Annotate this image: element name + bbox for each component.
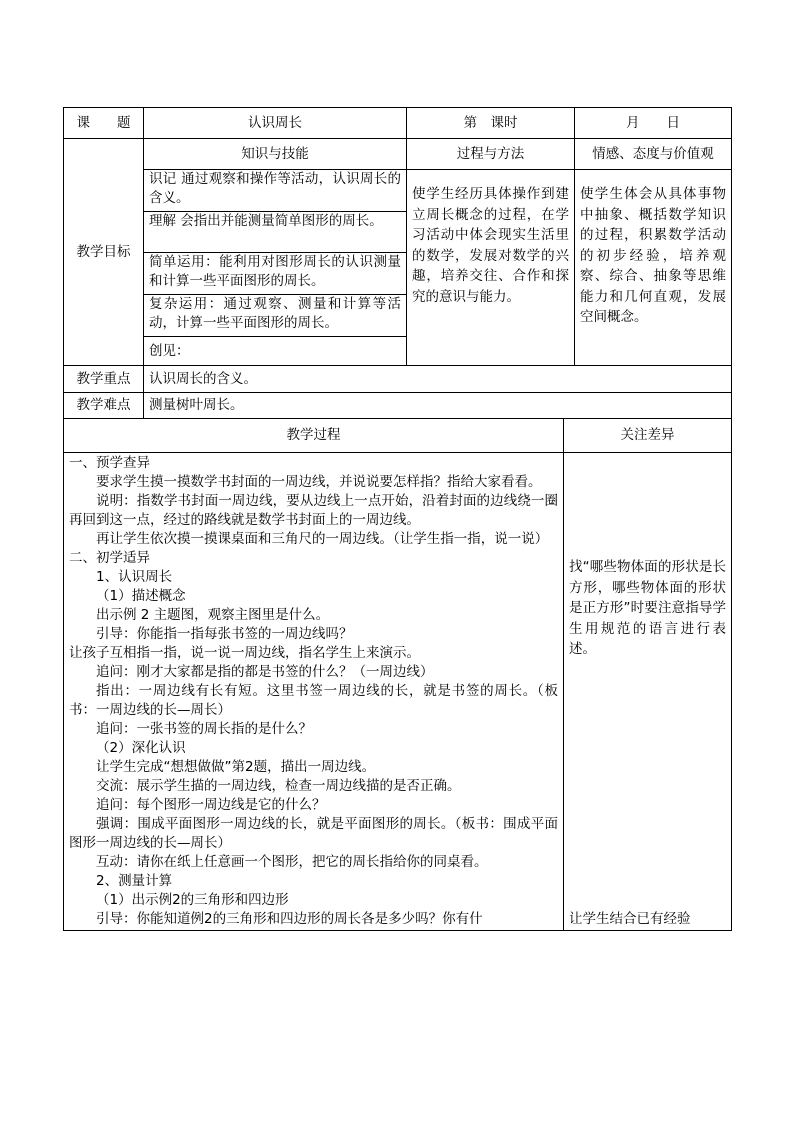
difficulty-label: 教学难点: [64, 393, 144, 419]
goal-item-complex-apply: 复杂运用：通过观察、测量和计算等活动，计算一些平面图形的周长。: [144, 295, 407, 337]
paragraph: 让学生完成“想想做做”第2题，描出一周边线。: [96, 759, 376, 775]
goal-item-simple-apply: 简单运用：能利用对图形周长的认识测量和计算一些平面图形的周长。: [144, 253, 407, 295]
subsection-heading: （1）出示例2的三角形和四边形: [96, 892, 289, 908]
subsection-heading: （2）深化认识: [96, 740, 186, 756]
section-heading: 二、初学适异: [69, 550, 150, 566]
goals-label: 教学目标: [64, 139, 144, 366]
focus-note-continued: 让学生结合已有经验: [569, 911, 691, 927]
lesson-info-table: [63, 107, 732, 419]
key-point-label: 教学重点: [64, 366, 144, 393]
attitude-header: 情感、态度与价值观: [575, 139, 732, 170]
paragraph: 追问：刚才大家都是指的都是书签的什么？（一周边线）: [96, 664, 434, 680]
difficulty-text: 测量树叶周长。: [144, 393, 732, 419]
paragraph: 互动：请你在纸上任意画一个图形，把它的周长指给你的同桌看。: [96, 854, 488, 870]
subsection-heading: 1、认识周长: [96, 569, 173, 585]
date-label: 月 日: [575, 108, 732, 139]
subsection-heading: 2、测量计算: [96, 873, 173, 889]
key-point-text: 认识周长的含义。: [144, 366, 732, 393]
goal-item-recall: 识记 通过观察和操作等活动，认识周长的含义。: [144, 170, 407, 212]
period-label: 第 课时: [407, 108, 575, 139]
focus-cell: [564, 453, 732, 931]
focus-column-header: 关注差异: [564, 419, 732, 453]
paragraph: 说明：指数学书封面一周边线，要从边线上一点开始，沿着封面的边线绕一圈再回到这一点，经过的路线就是数学书封面上的一周边线。: [69, 493, 558, 528]
process-goal-text: 使学生经历具体操作到建立周长概念的过程，在学习活动中体会现实生活里的数学，发展对数学的兴趣，培养交往、合作和探究的意识与能力。: [407, 170, 575, 366]
goal-item-insight: 创见：: [144, 337, 407, 366]
attitude-goal-text: 使学生体会从具体事物中抽象、概括数学知识的过程，积累数学活动的初步经验，培养观察、综合、抽象等思维能力和几何直观，发展空间概念。: [575, 170, 732, 366]
knowledge-header: 知识与技能: [144, 139, 407, 170]
paragraph: 要求学生摸一摸数学书封面的一周边线，并说说要怎样指？指给大家看看。: [96, 474, 542, 490]
paragraph: 强调：围成平面图形一周边线的长，就是平面图形的周长。（板书：围成平面图形一周边线的长—周长）: [69, 816, 558, 851]
paragraph: 指出：一周边线有长有短。这里书签一周边线的长，就是书签的周长。（板书：一周边线的长—周长）: [69, 683, 558, 718]
subsection-heading: （1）描述概念: [96, 588, 186, 604]
paragraph: 再让学生依次摸一摸课桌面和三角尺的一周边线。（让学生指一指，说一说）: [96, 531, 549, 547]
focus-note: 找“哪些物体面的形状是长方形，哪些物体面的形状是正方形”时要注意指导学生用规范的语言进行表述。: [569, 559, 726, 657]
teaching-process-table: [63, 418, 732, 931]
lesson-title: 认识周长: [144, 108, 407, 139]
paragraph: 出示例 2 主题图，观察主图里是什么。: [96, 607, 330, 623]
process-column-header: 教学过程: [64, 419, 564, 453]
paragraph: 引导：你能知道例2的三角形和四边形的周长各是多少吗？你有什: [96, 911, 483, 927]
paragraph: 引导：你能指一指每张书签的一周边线吗？: [96, 626, 353, 642]
section-heading: 一、预学查异: [69, 455, 150, 471]
process-body: [64, 453, 564, 931]
goal-item-understand: 理解 会指出并能测量简单图形的周长。: [144, 212, 407, 253]
paragraph: 让孩子互相指一指，说一说一周边线，指名学生上来演示。: [69, 645, 420, 661]
paragraph: 追问：每个图形一周边线是它的什么？: [96, 797, 326, 813]
process-header: 过程与方法: [407, 139, 575, 170]
paragraph: 交流：展示学生描的一周边线，检查一周边线描的是否正确。: [96, 778, 461, 794]
lesson-label: 课 题: [64, 108, 144, 139]
paragraph: 追问：一张书签的周长指的是什么？: [96, 721, 312, 737]
